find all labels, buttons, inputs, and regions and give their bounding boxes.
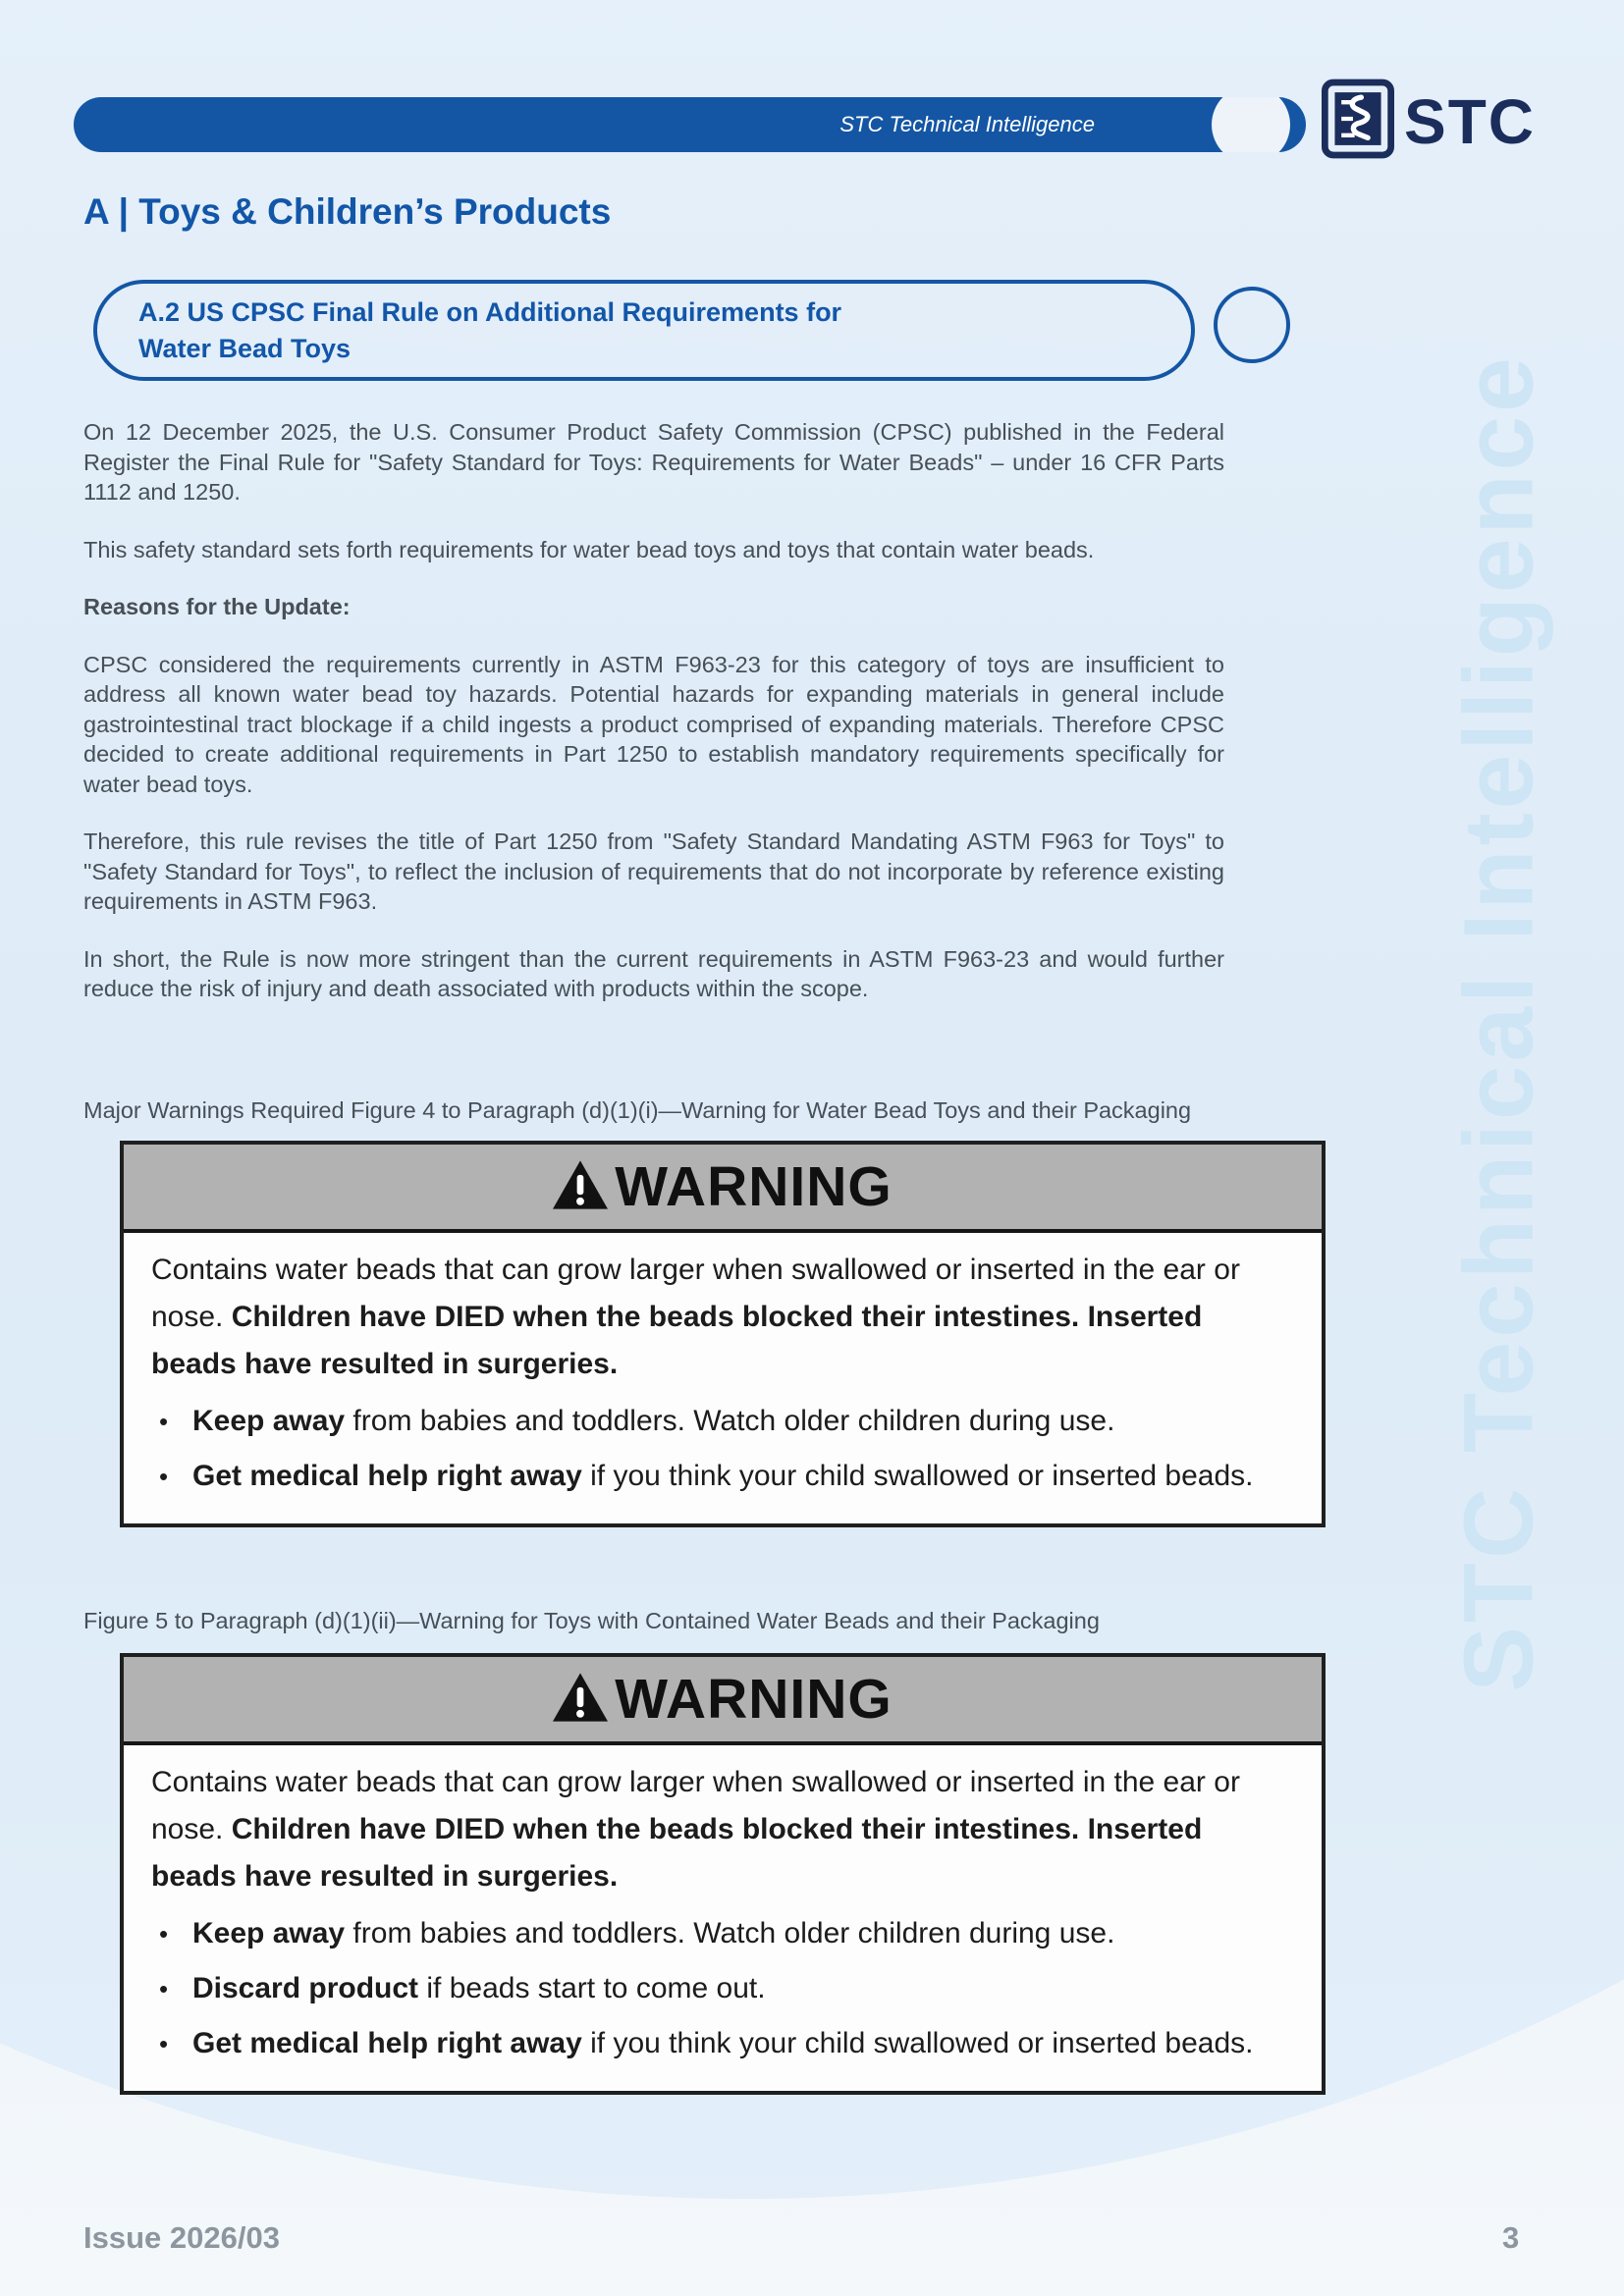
warning-title: WARNING [615,1155,893,1218]
watermark: STC Technical Intelligence [1443,353,1554,1692]
bullet-item [151,1455,1294,1498]
bullet-bold: Discard product [192,1972,419,2004]
reasons-heading: Reasons for the Update: [83,594,351,619]
stc-logo-text: STC [1404,85,1536,157]
stc-logo [1322,79,1536,164]
footer-page-number: 3 [1502,2220,1520,2255]
bullet-rest: if beads start to come out. [418,1972,766,2004]
bullet-icon: • [159,1462,169,1491]
article-title: A.2 US CPSC Final Rule on Additional Requirements for Water Bead Toys [138,296,842,363]
warning-lead-bold: Children have DIED when the beads blocked their intestines. Inserted beads have resulted in surgeries. [151,1813,1203,1893]
header-bar-title: STC Technical Intelligence [839,112,1095,136]
section-title: A | Toys & Children’s Products [83,191,612,232]
bullet-bold: Get medical help right away [192,1460,582,1492]
bullet-item [151,2022,1294,2065]
paragraph-intro: On 12 December 2025, the U.S. Consumer Product Safety Commission (CPSC) published in the Federal Register the Final Rule for "Safety Standard for Toys: Requirements for Water Beads" – under 16 CFR Parts 1112 and 1250. [83,419,1224,505]
paragraph-reasons-detail: CPSC considered the requirements currently in ASTM F963-23 for this category of toys are insufficient to address all known water bead toy hazards. Potential hazards for expanding materials in general include gastrointestinal tract blockage if a child ingests a product comprised of expanding materials. Therefore CPSC decided to create additional requirements in Part 1250 to establish mandatory requirements specifically for water bead toys. [83,651,1224,797]
bullet-icon: • [159,1974,169,2003]
figure4-caption: Major Warnings Required Figure 4 to Paragraph (d)(1)(i)—Warning for Water Bead Toys and their Packaging [83,1097,1192,1123]
decorative-circle [1214,287,1290,363]
warning-triangle-icon [553,1673,608,1727]
warning-lead-normal: Contains water beads that can grow larger when swallowed or inserted in the ear or nose. [151,1254,1240,1333]
article-body [83,417,1224,1032]
warning-body [124,1745,1322,2091]
bullet-icon: • [159,1407,169,1436]
bullet-item [151,1967,1294,2010]
warning-title: WARNING [615,1668,893,1731]
paragraph-scope: This safety standard sets forth requirements for water bead toys and toys that contain water beads. [83,536,1095,562]
figure5-caption: Figure 5 to Paragraph (d)(1)(ii)—Warning for Toys with Contained Water Beads and their Packaging [83,1608,1100,1633]
bullet-icon: • [159,1919,169,1949]
warning-bullet-list [151,1400,1294,1498]
bullet-rest: from babies and toddlers. Watch older children during use. [345,1405,1115,1437]
warning-body [124,1233,1322,1523]
warning-bullet-list [151,1912,1294,2065]
warning-lead-normal: Contains water beads that can grow larger when swallowed or inserted in the ear or nose. [151,1766,1240,1845]
paragraph-title-revision: Therefore, this rule revises the title of Part 1250 from "Safety Standard Mandating ASTM F963 for Toys" to "Safety Standard for Toys", to reflect the inclusion of requirements that do not incorporate by reference existing requirements in ASTM F963. [83,828,1224,914]
warning-box-figure4 [120,1141,1326,1527]
warning-header [124,1145,1322,1233]
warning-box-figure5 [120,1653,1326,2095]
warning-lead-bold: Children have DIED when the beads blocked their intestines. Inserted beads have resulted in surgeries. [151,1301,1203,1380]
warning-header [124,1657,1322,1745]
bullet-rest: if you think your child swallowed or inserted beads. [581,2027,1254,2059]
warning-lead [151,1759,1294,1900]
paragraph-summary: In short, the Rule is now more stringent than the current requirements in ASTM F963-23 and would further reduce the risk of injury and death associated with products within the scope. [83,945,1224,1001]
stc-logo-mark-icon [1322,79,1394,164]
bullet-rest: from babies and toddlers. Watch older children during use. [345,1917,1115,1949]
warning-triangle-icon [553,1160,608,1214]
bullet-bold: Keep away [192,1405,346,1437]
bullet-rest: if you think your child swallowed or inserted beads. [581,1460,1254,1492]
bullet-item [151,1912,1294,1955]
bullet-item [151,1400,1294,1443]
header-bar [74,97,1306,152]
warning-lead [151,1247,1294,1388]
bullet-bold: Keep away [192,1917,346,1949]
bullet-icon: • [159,2029,169,2058]
header-bar-crescent [1212,97,1290,152]
footer-issue: Issue 2026/03 [83,2220,280,2255]
article-title-box [93,280,1195,381]
bullet-bold: Get medical help right away [192,2027,582,2059]
